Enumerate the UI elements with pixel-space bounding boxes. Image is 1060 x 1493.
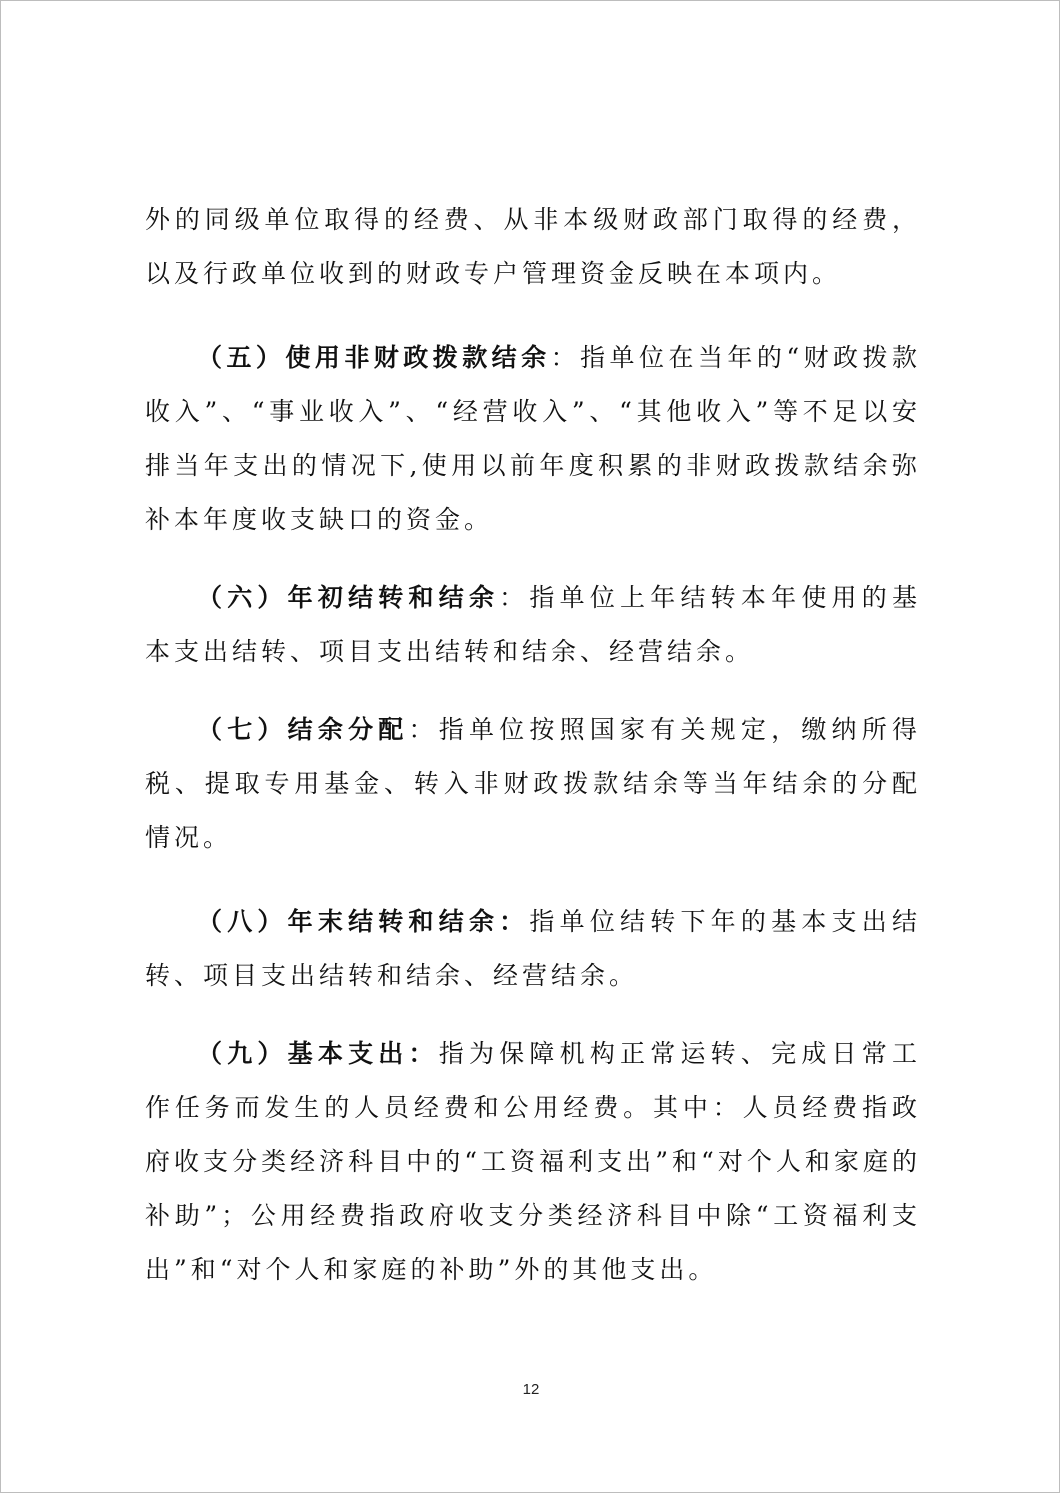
paragraph-closing-carryover — [145, 895, 921, 1003]
paragraph-body: ：指单位上年结转本年使用的基本支出结转、项目支出结转和结余、经营结余。 — [145, 583, 921, 666]
paragraph-basic-expenditure — [145, 1027, 921, 1297]
paragraph-term: （八）年末结转和结余： — [197, 907, 530, 936]
paragraph-body: 外的同级单位取得的经费、从非本级财政部门取得的经费，以及行政单位收到的财政专户管理资金反映在本项内。 — [145, 205, 921, 288]
paragraph-opening-carryover — [145, 571, 921, 679]
page-number: 12 — [522, 1381, 540, 1398]
paragraph-term: （五）使用非财政拨款结余 — [197, 343, 551, 372]
paragraph-body: ：指单位在当年的“财政拨款收入”、“事业收入”、“经营收入”、“其他收入”等不足以安排当年支出的情况下,使用以前年度积累的非财政拨款结余弥补本年度收支缺口的资金。 — [145, 343, 921, 534]
paragraph-term: （七）结余分配 — [197, 715, 409, 744]
paragraph-term: （九）基本支出： — [197, 1039, 439, 1068]
paragraph-non-fiscal-surplus-use — [145, 331, 921, 547]
paragraph-body: ：指单位按照国家有关规定，缴纳所得税、提取专用基金、转入非财政拨款结余等当年结余的分配情况。 — [145, 715, 921, 852]
paragraph-body: 指为保障机构正常运转、完成日常工作任务而发生的人员经费和公用经费。其中：人员经费指政府收支分类经济科目中的“工资福利支出”和“对个人和家庭的补助”；公用经费指政府收支分类经济科目中除“工资福利支出”和“对个人和家庭的补助”外的其他支出。 — [145, 1039, 921, 1284]
page-content — [145, 193, 921, 1297]
paragraph-continuation — [145, 193, 921, 301]
paragraph-body: 指单位结转下年的基本支出结转、项目支出结转和结余、经营结余。 — [145, 907, 921, 990]
paragraph-term: （六）年初结转和结余 — [197, 583, 500, 612]
paragraph-surplus-distribution — [145, 703, 921, 865]
